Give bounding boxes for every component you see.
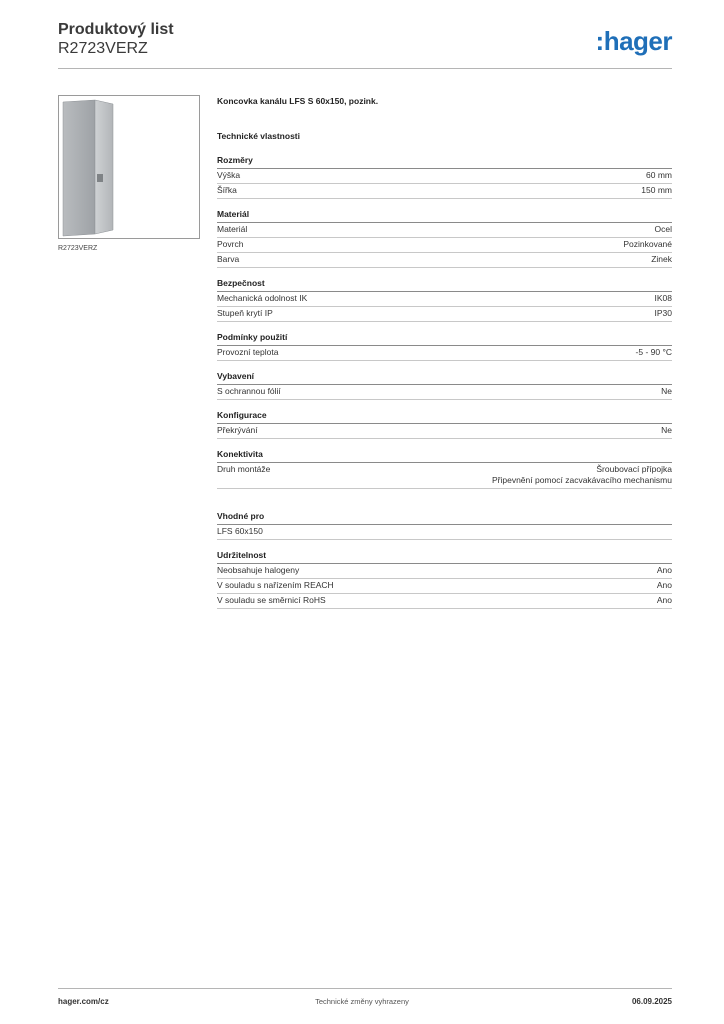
- spec-section: [217, 449, 672, 489]
- product-code: R2723VERZ: [58, 40, 148, 57]
- spec-section: [217, 410, 672, 439]
- page-header: [58, 20, 672, 68]
- spec-value: [657, 595, 672, 606]
- spec-label: Neobsahuje halogeny: [217, 565, 300, 575]
- spec-row: [217, 292, 672, 307]
- spec-label: V souladu se směrnicí RoHS: [217, 595, 326, 605]
- footer-divider: [58, 988, 672, 989]
- spec-value-line: Připevnění pomocí zacvakávacího mechanismu: [491, 475, 672, 485]
- spec-value: [655, 293, 673, 304]
- spec-value: [661, 425, 672, 436]
- spec-label: Překrývání: [217, 425, 258, 435]
- spec-value-line: 60 mm: [646, 170, 672, 180]
- spec-label: V souladu s nařízením REACH: [217, 580, 334, 590]
- spec-value: [636, 347, 672, 358]
- spec-value: [661, 386, 672, 397]
- spec-value: [646, 170, 672, 181]
- spec-label: Barva: [217, 254, 240, 264]
- spec-value-line: IK08: [654, 293, 672, 303]
- spec-value-line: Ocel: [654, 224, 672, 234]
- spec-row: [217, 346, 672, 361]
- spec-row: [217, 238, 672, 253]
- spec-row: [217, 307, 672, 322]
- header-divider: [58, 68, 672, 69]
- spec-section: [217, 332, 672, 361]
- section-title: Udržitelnost: [217, 550, 672, 564]
- section-title: Konfigurace: [217, 410, 672, 424]
- spec-row: [217, 169, 672, 184]
- spec-label: Stupeň krytí IP: [217, 308, 273, 318]
- spec-label: S ochrannou fólií: [217, 386, 281, 396]
- spec-label: Materiál: [217, 224, 248, 234]
- spec-label: LFS 60x150: [217, 526, 263, 536]
- cable-duct-end-cap-image: [59, 96, 199, 238]
- spec-label: Druh montáže: [217, 464, 271, 474]
- spec-value-line: 150 mm: [641, 185, 672, 195]
- spec-value: [657, 565, 672, 576]
- image-caption: R2723VERZ: [58, 245, 98, 252]
- section-title: Vybavení: [217, 371, 672, 385]
- spec-value: [655, 224, 672, 235]
- spec-section: [217, 278, 672, 322]
- spec-value-line: Ne: [661, 386, 672, 396]
- spec-section: [217, 155, 672, 199]
- spec-value: [657, 580, 672, 591]
- spec-value-line: Šroubovací přípojka: [596, 464, 672, 474]
- spec-value-line: IP30: [654, 308, 672, 318]
- tech-properties-heading: Technické vlastnosti: [217, 131, 300, 141]
- spec-value: [651, 254, 672, 265]
- spec-value-line: Ano: [656, 595, 672, 605]
- page-title: Produktový list: [58, 21, 174, 38]
- section-title: Podmínky použití: [217, 332, 672, 346]
- spec-value: [655, 308, 673, 319]
- spec-value-line: Ano: [656, 580, 672, 590]
- spec-label: Šířka: [217, 185, 237, 195]
- spec-label: Mechanická odolnost IK: [217, 293, 308, 303]
- spec-label: Provozní teplota: [217, 347, 279, 357]
- spec-value-line: Ne: [661, 425, 672, 435]
- spec-value-line: Pozinkované: [623, 239, 672, 249]
- section-title: Rozměry: [217, 155, 672, 169]
- footer-notice: Technické změny vyhrazeny: [315, 997, 409, 1006]
- spec-value-line: -5 - 90 °C: [635, 347, 672, 357]
- spec-row: [217, 424, 672, 439]
- spec-value: [623, 239, 672, 250]
- spec-section: [217, 550, 672, 609]
- spec-row: [217, 385, 672, 400]
- spec-row: [217, 579, 672, 594]
- spec-label: Výška: [217, 170, 241, 180]
- spec-section: [217, 209, 672, 268]
- section-title: Materiál: [217, 209, 672, 223]
- spec-row: [217, 253, 672, 268]
- footer-website: hager.com/cz: [58, 997, 109, 1006]
- spec-row: [217, 223, 672, 238]
- spec-label: Povrch: [217, 239, 244, 249]
- section-title: Vhodné pro: [217, 511, 672, 525]
- section-title: Bezpečnost: [217, 278, 672, 292]
- spec-section: [217, 371, 672, 400]
- hager-logo: :hager: [595, 26, 672, 56]
- product-content: [217, 96, 672, 619]
- spec-value: [641, 185, 672, 196]
- spec-row: [217, 564, 672, 579]
- footer-date: 06.09.2025: [631, 997, 672, 1006]
- spec-row: [217, 525, 672, 540]
- spec-row: [217, 184, 672, 199]
- product-description: Koncovka kanálu LFS S 60x150, pozink.: [217, 96, 379, 106]
- section-title: Konektivita: [217, 449, 672, 463]
- spec-sections: [217, 155, 672, 609]
- spec-value: [492, 464, 672, 486]
- product-image: [58, 95, 200, 239]
- spec-value-line: Ano: [656, 565, 672, 575]
- spec-value-line: Zinek: [651, 254, 672, 264]
- spec-section: [217, 511, 672, 540]
- spec-row: [217, 594, 672, 609]
- spec-row: [217, 463, 672, 489]
